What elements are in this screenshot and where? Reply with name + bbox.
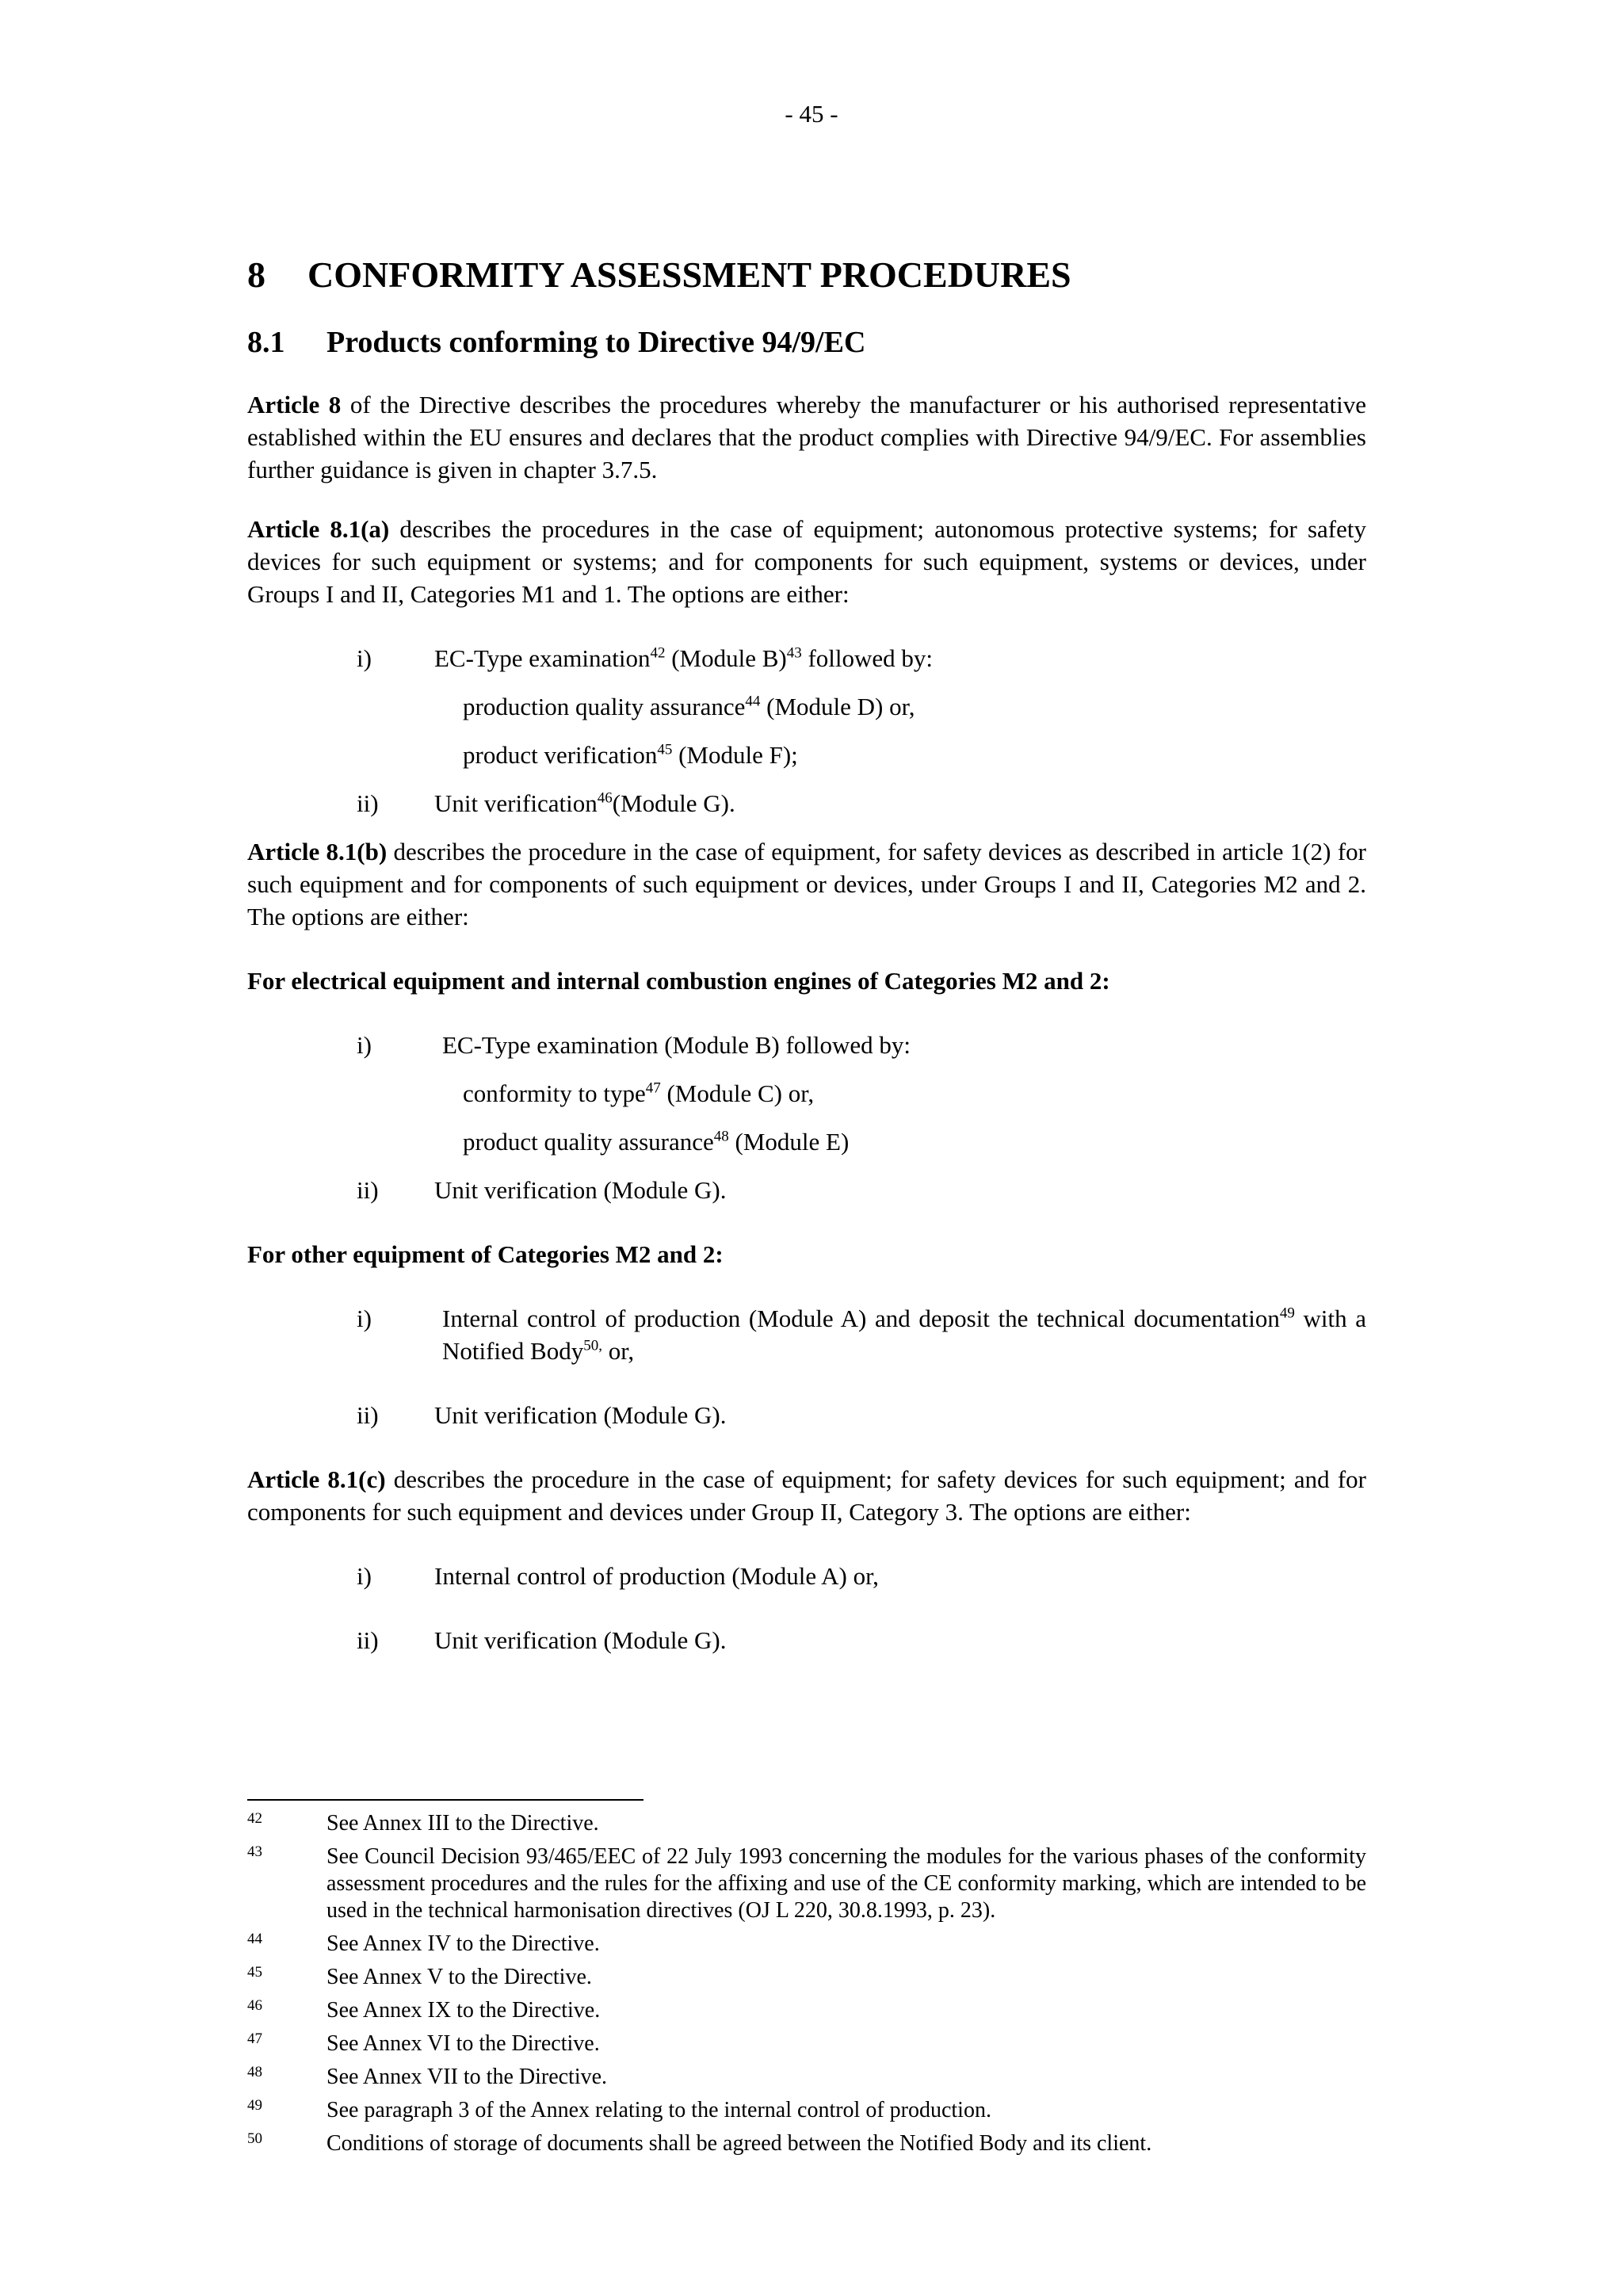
list-marker: ii) <box>357 1401 379 1429</box>
footnote-number: 44 <box>247 1931 262 1947</box>
list-item <box>247 1399 1366 1431</box>
list-text: Unit verification (Module G). <box>434 1626 727 1654</box>
list-item <box>247 1560 1366 1592</box>
footnote <box>247 1931 1366 1958</box>
section-title: Products conforming to Directive 94/9/EC <box>327 326 866 359</box>
list-marker: i) <box>357 1305 372 1332</box>
footnote-ref[interactable]: 43 <box>786 644 802 662</box>
footnote <box>247 1997 1366 2024</box>
article-ref: Article 8 <box>247 391 342 418</box>
list-text: (Module C) or, <box>660 1079 815 1107</box>
page-content <box>247 252 1366 1656</box>
article-ref: Article 8.1(b) <box>247 838 388 865</box>
footnote-ref[interactable]: 45 <box>657 741 673 758</box>
list-marker: ii) <box>357 1626 379 1654</box>
list-marker: i) <box>357 644 372 672</box>
list-text: or, <box>602 1337 635 1365</box>
list-text: followed by: <box>801 644 934 672</box>
options-list-8-1c <box>247 1560 1366 1656</box>
list-marker: i) <box>357 1562 372 1590</box>
list-text: (Module F); <box>672 741 798 769</box>
footnotes <box>247 1799 1366 2164</box>
list-text: production quality assurance <box>463 693 746 720</box>
footnote-ref[interactable]: 50, <box>583 1337 602 1354</box>
list-item <box>247 787 1366 819</box>
list-text: Unit verification (Module G). <box>434 1176 727 1204</box>
sub-item <box>247 1077 1366 1110</box>
list-text: Unit verification (Module G). <box>434 1401 727 1429</box>
list-text: (Module G). <box>612 789 735 817</box>
footnote-text: See Council Decision 93/465/EEC of 22 July 1993 concerning the modules for the various phases of the conformity assessment procedures and the rules for the affixing and use of the CE conformity marking, which are intended to be used in the technical harmonisation directives (OJ L 220, 30.8.1993, p. 23). <box>327 1844 1366 1923</box>
paragraph-text: describes the procedure in the case of equipment; for safety devices for such equipment; and for components for such equipment and devices under Group II, Category 3. The options are either: <box>247 1465 1366 1526</box>
section-heading <box>247 323 1366 361</box>
footnote <box>247 1964 1366 1991</box>
paragraph-article-8-1a <box>247 513 1366 610</box>
list-text: Internal control of production (Module A) and deposit the technical documentation <box>442 1305 1280 1332</box>
footnote-number: 48 <box>247 2064 262 2080</box>
list-item <box>247 642 1366 674</box>
list-item <box>247 1174 1366 1206</box>
footnote-number: 42 <box>247 1810 262 1827</box>
footnote-number: 43 <box>247 1843 262 1860</box>
article-ref: Article 8.1(c) <box>247 1465 386 1493</box>
list-item <box>247 1302 1366 1367</box>
list-text: product verification <box>463 741 658 769</box>
footnote <box>247 1843 1366 1924</box>
sub-item <box>247 1125 1366 1158</box>
footnote-number: 45 <box>247 1964 262 1981</box>
options-list-electrical <box>247 1029 1366 1206</box>
footnote <box>247 2097 1366 2124</box>
article-ref: Article 8.1(a) <box>247 515 390 543</box>
list-text: EC-Type examination <box>434 644 651 672</box>
list-marker: ii) <box>357 1176 379 1204</box>
paragraph-text: describes the procedure in the case of equipment, for safety devices as described in article 1(2) for such equipment and for components of such equipment or devices, under Groups I and II, Categories M2 and 2. The options are either: <box>247 838 1366 930</box>
chapter-number: 8 <box>247 254 265 295</box>
footnote-divider <box>247 1799 643 1801</box>
subheading-electrical: For electrical equipment and internal combustion engines of Categories M2 and 2: <box>247 967 1110 995</box>
footnote-number: 49 <box>247 2097 262 2114</box>
chapter-title: CONFORMITY ASSESSMENT PROCEDURES <box>307 254 1071 295</box>
paragraph-article-8-1b <box>247 835 1366 933</box>
page-number: - 45 - <box>785 100 838 128</box>
footnote-ref[interactable]: 42 <box>650 644 666 662</box>
sub-item <box>247 690 1366 723</box>
footnote-text: Conditions of storage of documents shall be agreed between the Notified Body and its client. <box>327 2131 1152 2156</box>
subheading-other: For other equipment of Categories M2 and 2: <box>247 1240 724 1268</box>
section-number: 8.1 <box>247 326 285 359</box>
footnote-ref[interactable]: 47 <box>645 1079 661 1097</box>
paragraph-article-8-1c <box>247 1463 1366 1528</box>
list-marker: ii) <box>357 789 379 817</box>
paragraph-text: describes the procedures in the case of equipment; autonomous protective systems; for safety devices for such equipment or systems; and for components for such equipment, systems or devices, under Groups I and II, Categories M1 and 1. The options are either: <box>247 515 1366 608</box>
footnote-text: See Annex IV to the Directive. <box>327 1931 600 1956</box>
footnote <box>247 2064 1366 2091</box>
list-text: with a Notified Body <box>442 1305 1367 1365</box>
list-text: Internal control of production (Module A) or, <box>434 1562 879 1590</box>
footnote-text: See Annex IX to the Directive. <box>327 1998 601 2023</box>
list-item <box>247 1624 1366 1656</box>
footnote-ref[interactable]: 46 <box>597 789 613 807</box>
footnote <box>247 2130 1366 2157</box>
footnote-text: See Annex VII to the Directive. <box>327 2065 608 2089</box>
footnote-number: 50 <box>247 2130 262 2147</box>
footnote-text: See Annex V to the Directive. <box>327 1965 592 1989</box>
list-marker: i) <box>357 1031 372 1059</box>
footnote <box>247 2030 1366 2057</box>
paragraph-article-8 <box>247 388 1366 486</box>
list-text: EC-Type examination (Module B) followed by: <box>442 1031 911 1059</box>
footnote <box>247 1810 1366 1837</box>
footnote-ref[interactable]: 49 <box>1279 1305 1295 1322</box>
list-text: conformity to type <box>463 1079 646 1107</box>
options-list-8-1a <box>247 642 1366 819</box>
footnote-ref[interactable]: 48 <box>713 1128 729 1145</box>
footnote-number: 46 <box>247 1997 262 2014</box>
list-text: (Module E) <box>728 1128 850 1156</box>
footnote-ref[interactable]: 44 <box>745 693 761 710</box>
list-text: (Module D) or, <box>760 693 915 720</box>
footnote-text: See paragraph 3 of the Annex relating to the internal control of production. <box>327 2098 991 2122</box>
list-text: (Module B) <box>665 644 787 672</box>
options-list-other <box>247 1302 1366 1431</box>
list-item <box>247 1029 1366 1061</box>
footnote-number: 47 <box>247 2030 262 2047</box>
list-text: Unit verification <box>434 789 598 817</box>
footnote-text: See Annex III to the Directive. <box>327 1811 599 1836</box>
sub-item <box>247 739 1366 771</box>
paragraph-text: of the Directive describes the procedures whereby the manufacturer or his authorised representative established within the EU ensures and declares that the product complies with Directive 94/9/EC. For assemblies further guidance is given in chapter 3.7.5. <box>247 391 1366 483</box>
list-text: product quality assurance <box>463 1128 714 1156</box>
footnote-text: See Annex VI to the Directive. <box>327 2031 600 2056</box>
chapter-heading <box>247 252 1366 298</box>
